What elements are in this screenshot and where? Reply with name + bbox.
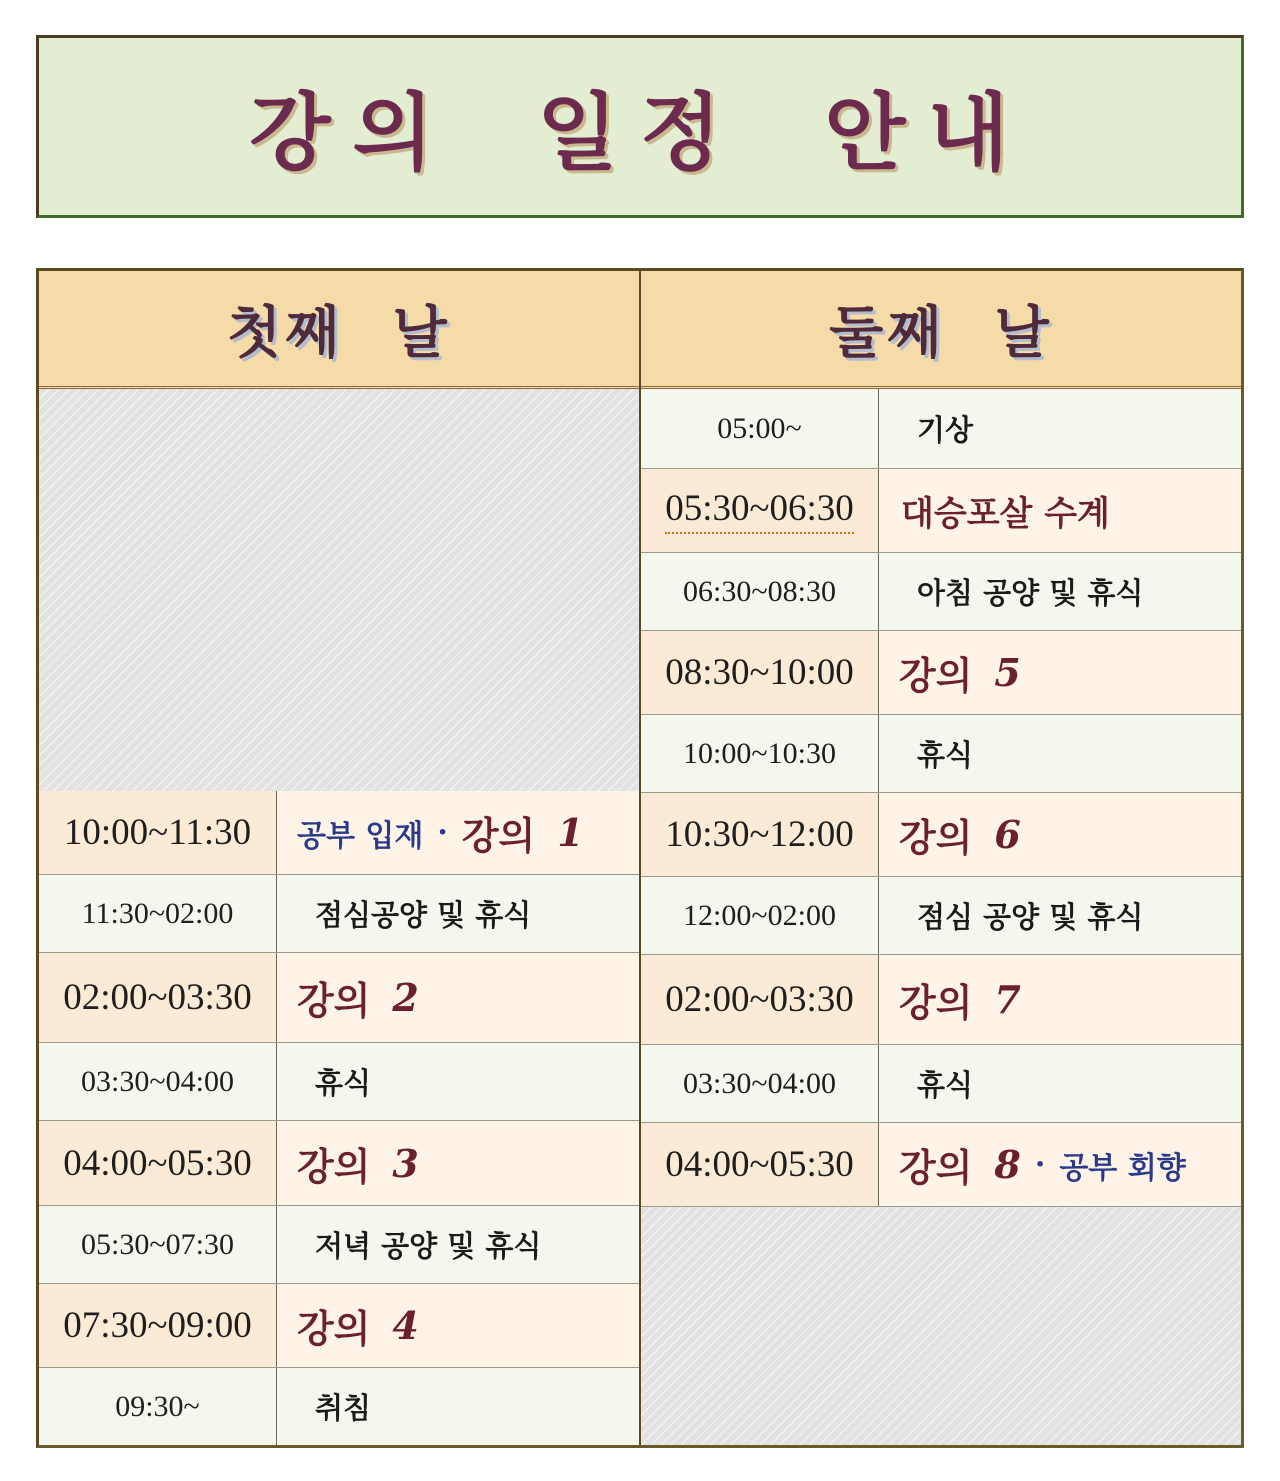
- row-time: 12:00~02:00: [641, 877, 879, 954]
- row-time: 07:30~09:00: [39, 1284, 277, 1367]
- row-time: 02:00~03:30: [39, 953, 277, 1042]
- day1-column: [39, 271, 641, 1445]
- row-event: 기상: [917, 413, 974, 447]
- day2-row-2: [641, 469, 1241, 553]
- row-event: 저녁 공양 및 휴식: [315, 1229, 542, 1263]
- row-event: [277, 1121, 639, 1205]
- day2-row-4: [641, 631, 1241, 715]
- row-time: 05:00~: [641, 389, 879, 468]
- day2-column: [641, 271, 1241, 1445]
- row-time: 03:30~04:00: [39, 1043, 277, 1120]
- row-event: 휴식: [917, 738, 974, 772]
- lecture-number: 5: [994, 650, 1021, 695]
- day1-row-4: [39, 1043, 639, 1121]
- row-event: [879, 631, 1241, 714]
- lecture-number: 8: [994, 1142, 1021, 1187]
- row-event: [879, 1123, 1241, 1206]
- row-event: 대승포살 수계: [901, 494, 1110, 534]
- row-event: 점심 공양 및 휴식: [917, 900, 1144, 934]
- row-time: 11:30~02:00: [39, 875, 277, 952]
- row-time: 05:30~07:30: [39, 1206, 277, 1283]
- event-lecture: 강의: [899, 1145, 973, 1190]
- row-event: [277, 1284, 639, 1367]
- row-event: 점심공양 및 휴식: [315, 898, 532, 932]
- row-event: 아침 공양 및 휴식: [917, 576, 1144, 610]
- day1-row-2: [39, 875, 639, 953]
- event-lecture: 강의: [899, 980, 973, 1025]
- separator-dot: ·: [1034, 1147, 1046, 1182]
- day1-row-7: [39, 1284, 639, 1368]
- lecture-number: 4: [392, 1303, 419, 1348]
- row-event: [277, 953, 639, 1042]
- row-event: 휴식: [917, 1068, 974, 1102]
- day2-row-1: [641, 389, 1241, 469]
- title-banner: [36, 35, 1244, 218]
- day1-row-8: [39, 1368, 639, 1445]
- day1-row-5: [39, 1121, 639, 1206]
- day1-row-6: [39, 1206, 639, 1284]
- day2-row-10: [641, 1123, 1241, 1207]
- event-lecture: 강의: [899, 815, 973, 860]
- row-time: 10:00~10:30: [641, 715, 879, 792]
- row-time: 10:30~12:00: [641, 793, 879, 876]
- row-event: 휴식: [315, 1066, 372, 1100]
- row-time: 08:30~10:00: [641, 631, 879, 714]
- day1-empty-hatch: [39, 389, 639, 791]
- row-event: [879, 955, 1241, 1044]
- row-time: 10:00~11:30: [39, 791, 277, 874]
- event-study-close: 공부 회향: [1059, 1150, 1186, 1186]
- day2-row-5: [641, 715, 1241, 793]
- lecture-number: 6: [994, 812, 1021, 857]
- day2-header: [641, 271, 1241, 389]
- day2-header-label: 둘째 날: [829, 300, 1053, 366]
- row-time: 03:30~04:00: [641, 1045, 879, 1122]
- schedule-table: [36, 268, 1244, 1448]
- lecture-number: 2: [392, 975, 419, 1020]
- day2-row-8: [641, 955, 1241, 1045]
- event-lecture: 강의: [297, 1143, 371, 1189]
- lecture-number: 3: [392, 1140, 419, 1186]
- row-time: [641, 469, 879, 552]
- page-title: 강의 일정 안내: [249, 84, 1031, 182]
- event-study-open: 공부 입재: [297, 818, 424, 854]
- day1-row-1: [39, 791, 639, 875]
- day2-empty-hatch: [641, 1207, 1241, 1445]
- day2-row-3: [641, 553, 1241, 631]
- event-lecture: 강의: [461, 813, 536, 858]
- lecture-number: 1: [557, 810, 584, 855]
- event-lecture: 강의: [297, 978, 371, 1023]
- separator-dot: ·: [437, 815, 448, 850]
- day2-row-7: [641, 877, 1241, 955]
- row-time: 09:30~: [39, 1368, 277, 1445]
- day2-row-6: [641, 793, 1241, 877]
- event-lecture: 강의: [899, 653, 973, 698]
- row-event: 취침: [315, 1391, 372, 1425]
- row-time: 04:00~05:30: [39, 1121, 277, 1205]
- day1-row-3: [39, 953, 639, 1043]
- day2-row-9: [641, 1045, 1241, 1123]
- day1-header-label: 첫째 날: [227, 300, 451, 366]
- row-time-text: 05:30~06:30: [665, 487, 854, 534]
- row-event: [879, 793, 1241, 876]
- row-event: [277, 791, 639, 874]
- row-time: 06:30~08:30: [641, 553, 879, 630]
- event-lecture: 강의: [297, 1306, 371, 1351]
- day1-header: [39, 271, 639, 389]
- row-time: 04:00~05:30: [641, 1123, 879, 1206]
- row-time: 02:00~03:30: [641, 955, 879, 1044]
- lecture-number: 7: [994, 977, 1021, 1022]
